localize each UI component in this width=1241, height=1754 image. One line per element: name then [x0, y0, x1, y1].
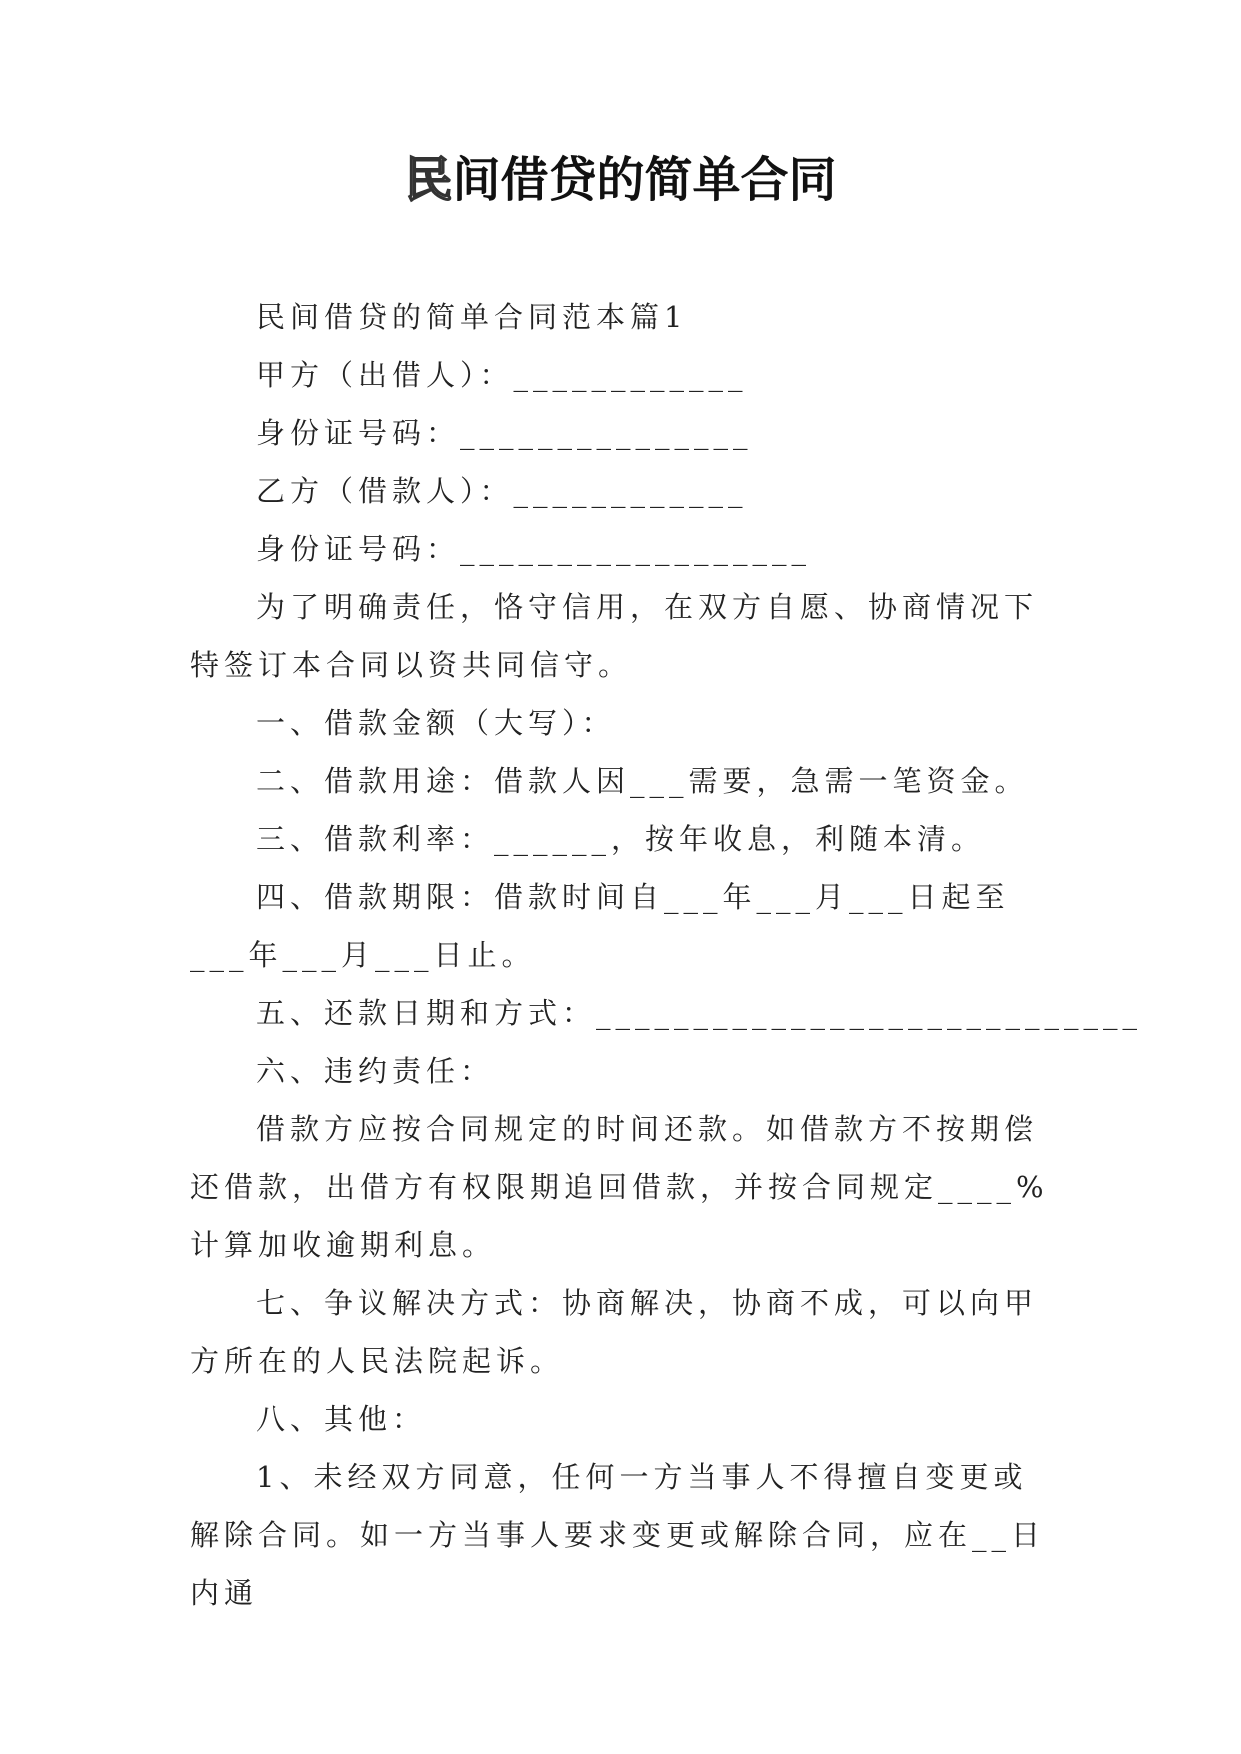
borrower-id-field: 身份证号码：__________________	[256, 532, 812, 566]
clause-repayment: 五、还款日期和方式：____________________________	[256, 996, 1143, 1030]
lender-field: 甲方（出借人）：____________	[256, 358, 748, 392]
clause-dispute: 七、争议解决方式：协商解决，协商不成，可以向甲方所在的人民法院起诉。	[190, 1286, 1039, 1378]
clause-interest-rate: 三、借款利率：______，按年收息，利随本清。	[256, 822, 986, 856]
clause-other-heading: 八、其他：	[256, 1402, 427, 1436]
borrower-field: 乙方（借款人）：____________	[256, 474, 748, 508]
section-heading: 民间借贷的简单合同范本篇1	[256, 300, 688, 334]
preamble-paragraph: 为了明确责任，恪守信用，在双方自愿、协商情况下特签订本合同以资共同信守。	[190, 590, 1039, 682]
document-title	[0, 148, 1241, 212]
document-body	[190, 288, 1143, 1622]
clause-liability-text: 借款方应按合同规定的时间还款。如借款方不按期偿还借款，出借方有权限期追回借款，并按合同规定____%计算加收逾期利息。	[190, 1112, 1049, 1262]
title-first-char: 民	[404, 152, 453, 208]
title-rest: 间借贷的简单合同	[452, 152, 837, 208]
clause-loan-amount: 一、借款金额（大写）：	[256, 706, 616, 740]
lender-id-field: 身份证号码：_______________	[256, 416, 753, 450]
clause-loan-term: 四、借款期限：借款时间自___年___月___日起至___年___月___日止。	[190, 880, 1010, 972]
clause-other-item-1: 1、未经双方同意，任何一方当事人不得擅自变更或解除合同。如一方当事人要求变更或解除合同，应在__日内通	[190, 1460, 1046, 1610]
clause-liability-heading: 六、违约责任：	[256, 1054, 495, 1088]
clause-loan-purpose: 二、借款用途：借款人因___需要，急需一笔资金。	[256, 764, 1029, 798]
